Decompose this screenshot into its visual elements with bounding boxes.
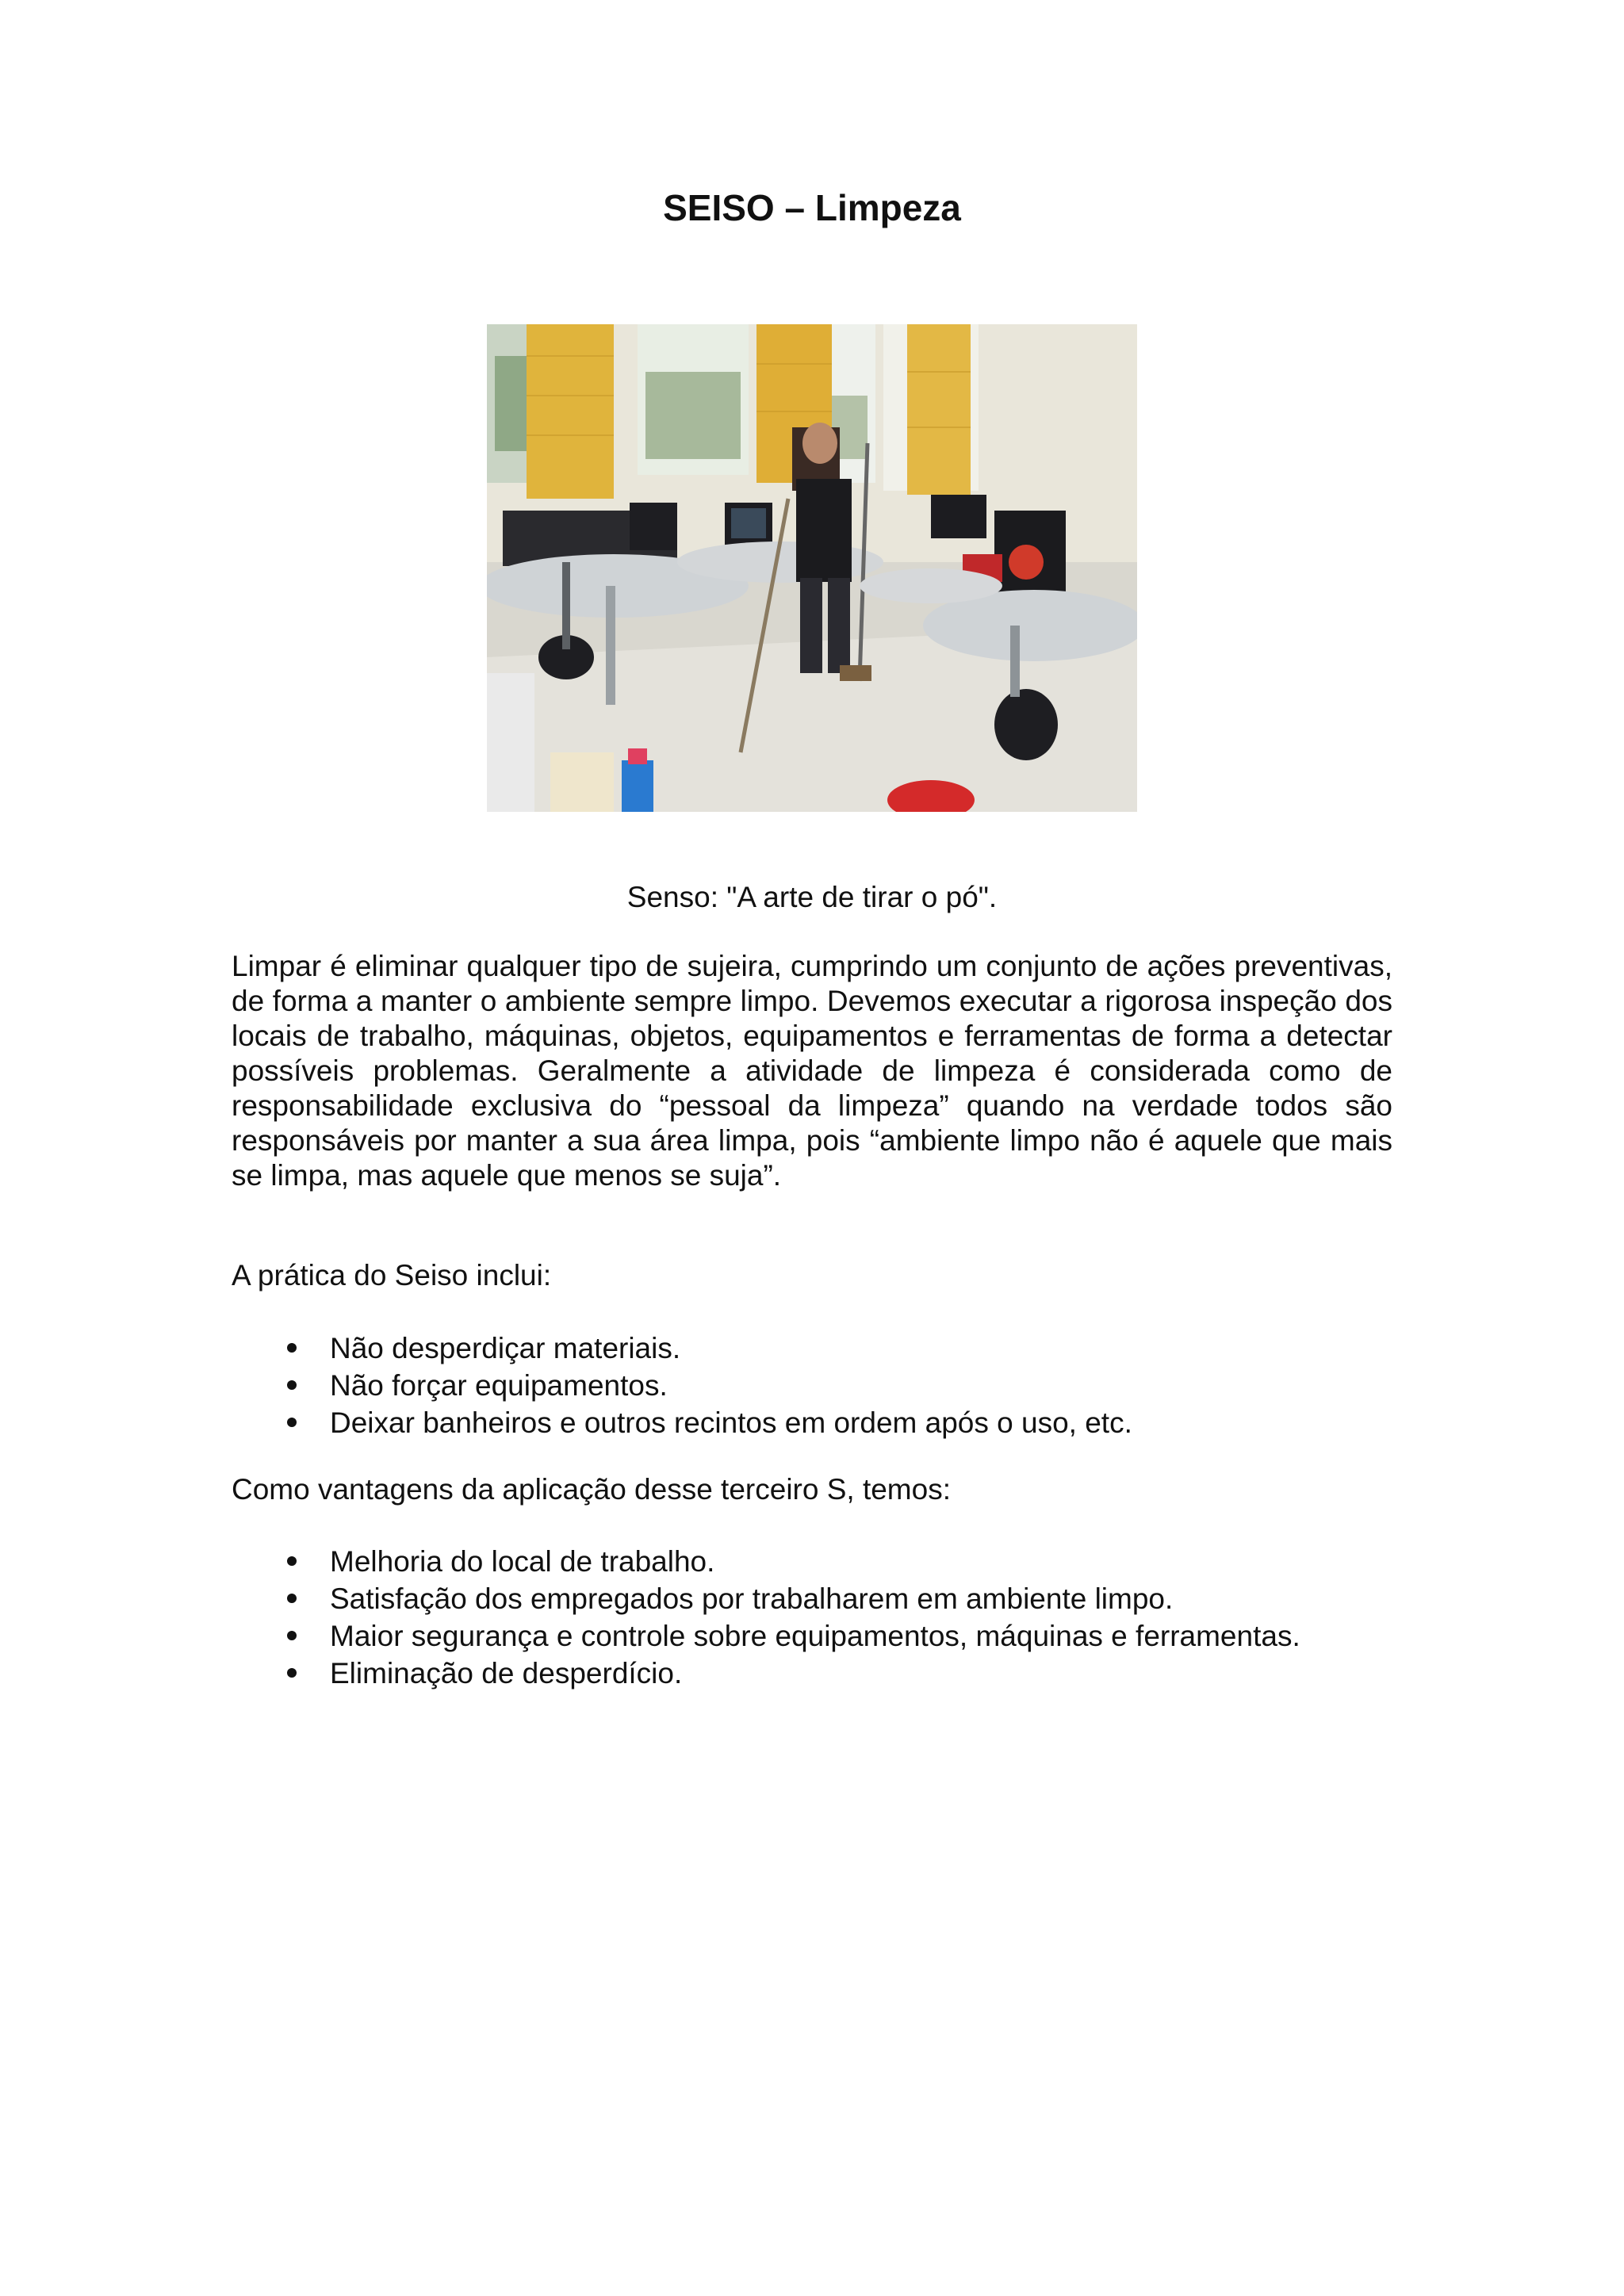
body-paragraph: Limpar é eliminar qualquer tipo de sujeira, cumprindo um conjunto de ações preventivas, de forma a manter o ambiente sempre limpo. Devemos executar a rigorosa inspeção dos locais de trabalho, máquinas, objetos, equipamentos e ferramentas de forma a detectar possíveis problemas. Geralmente a atividade de limpeza é considerada como de responsabilidade exclusiva do “pessoal da limpeza” quando na verdade todos são responsáveis por manter a sua área limpa, pois “ambiente limpo não é aquele que mais se limpa, mas aquele que menos se suja”. bbox=[232, 950, 1392, 1192]
list-item: Melhoria do local de trabalho. bbox=[232, 1543, 1392, 1580]
bullet-icon bbox=[287, 1343, 297, 1353]
practice-list bbox=[232, 1330, 1392, 1441]
bullet-icon bbox=[287, 1556, 297, 1566]
advantages-list bbox=[232, 1543, 1392, 1692]
list-item: Maior segurança e controle sobre equipamentos, máquinas e ferramentas. bbox=[232, 1617, 1392, 1655]
image-caption: Senso: "A arte de tirar o pó". bbox=[626, 881, 998, 913]
list-item: Não desperdiçar materiais. bbox=[232, 1330, 1392, 1367]
bullet-icon bbox=[287, 1380, 297, 1390]
list-item: Deixar banheiros e outros recintos em ordem após o uso, etc. bbox=[232, 1404, 1392, 1441]
bullet-icon bbox=[287, 1418, 297, 1427]
list-item: Satisfação dos empregados por trabalharem em ambiente limpo. bbox=[232, 1580, 1392, 1617]
list-item: Eliminação de desperdício. bbox=[232, 1655, 1392, 1692]
list-item: Não forçar equipamentos. bbox=[232, 1367, 1392, 1404]
office-cleaning-photo bbox=[487, 324, 1137, 812]
advantages-intro: Como vantagens da aplicação desse terceiro S, temos: bbox=[232, 1473, 951, 1506]
bullet-icon bbox=[287, 1631, 297, 1640]
page-title: SEISO – Limpeza bbox=[663, 187, 961, 228]
practice-intro: A prática do Seiso inclui: bbox=[232, 1259, 552, 1292]
bullet-icon bbox=[287, 1668, 297, 1678]
bullet-icon bbox=[287, 1594, 297, 1603]
